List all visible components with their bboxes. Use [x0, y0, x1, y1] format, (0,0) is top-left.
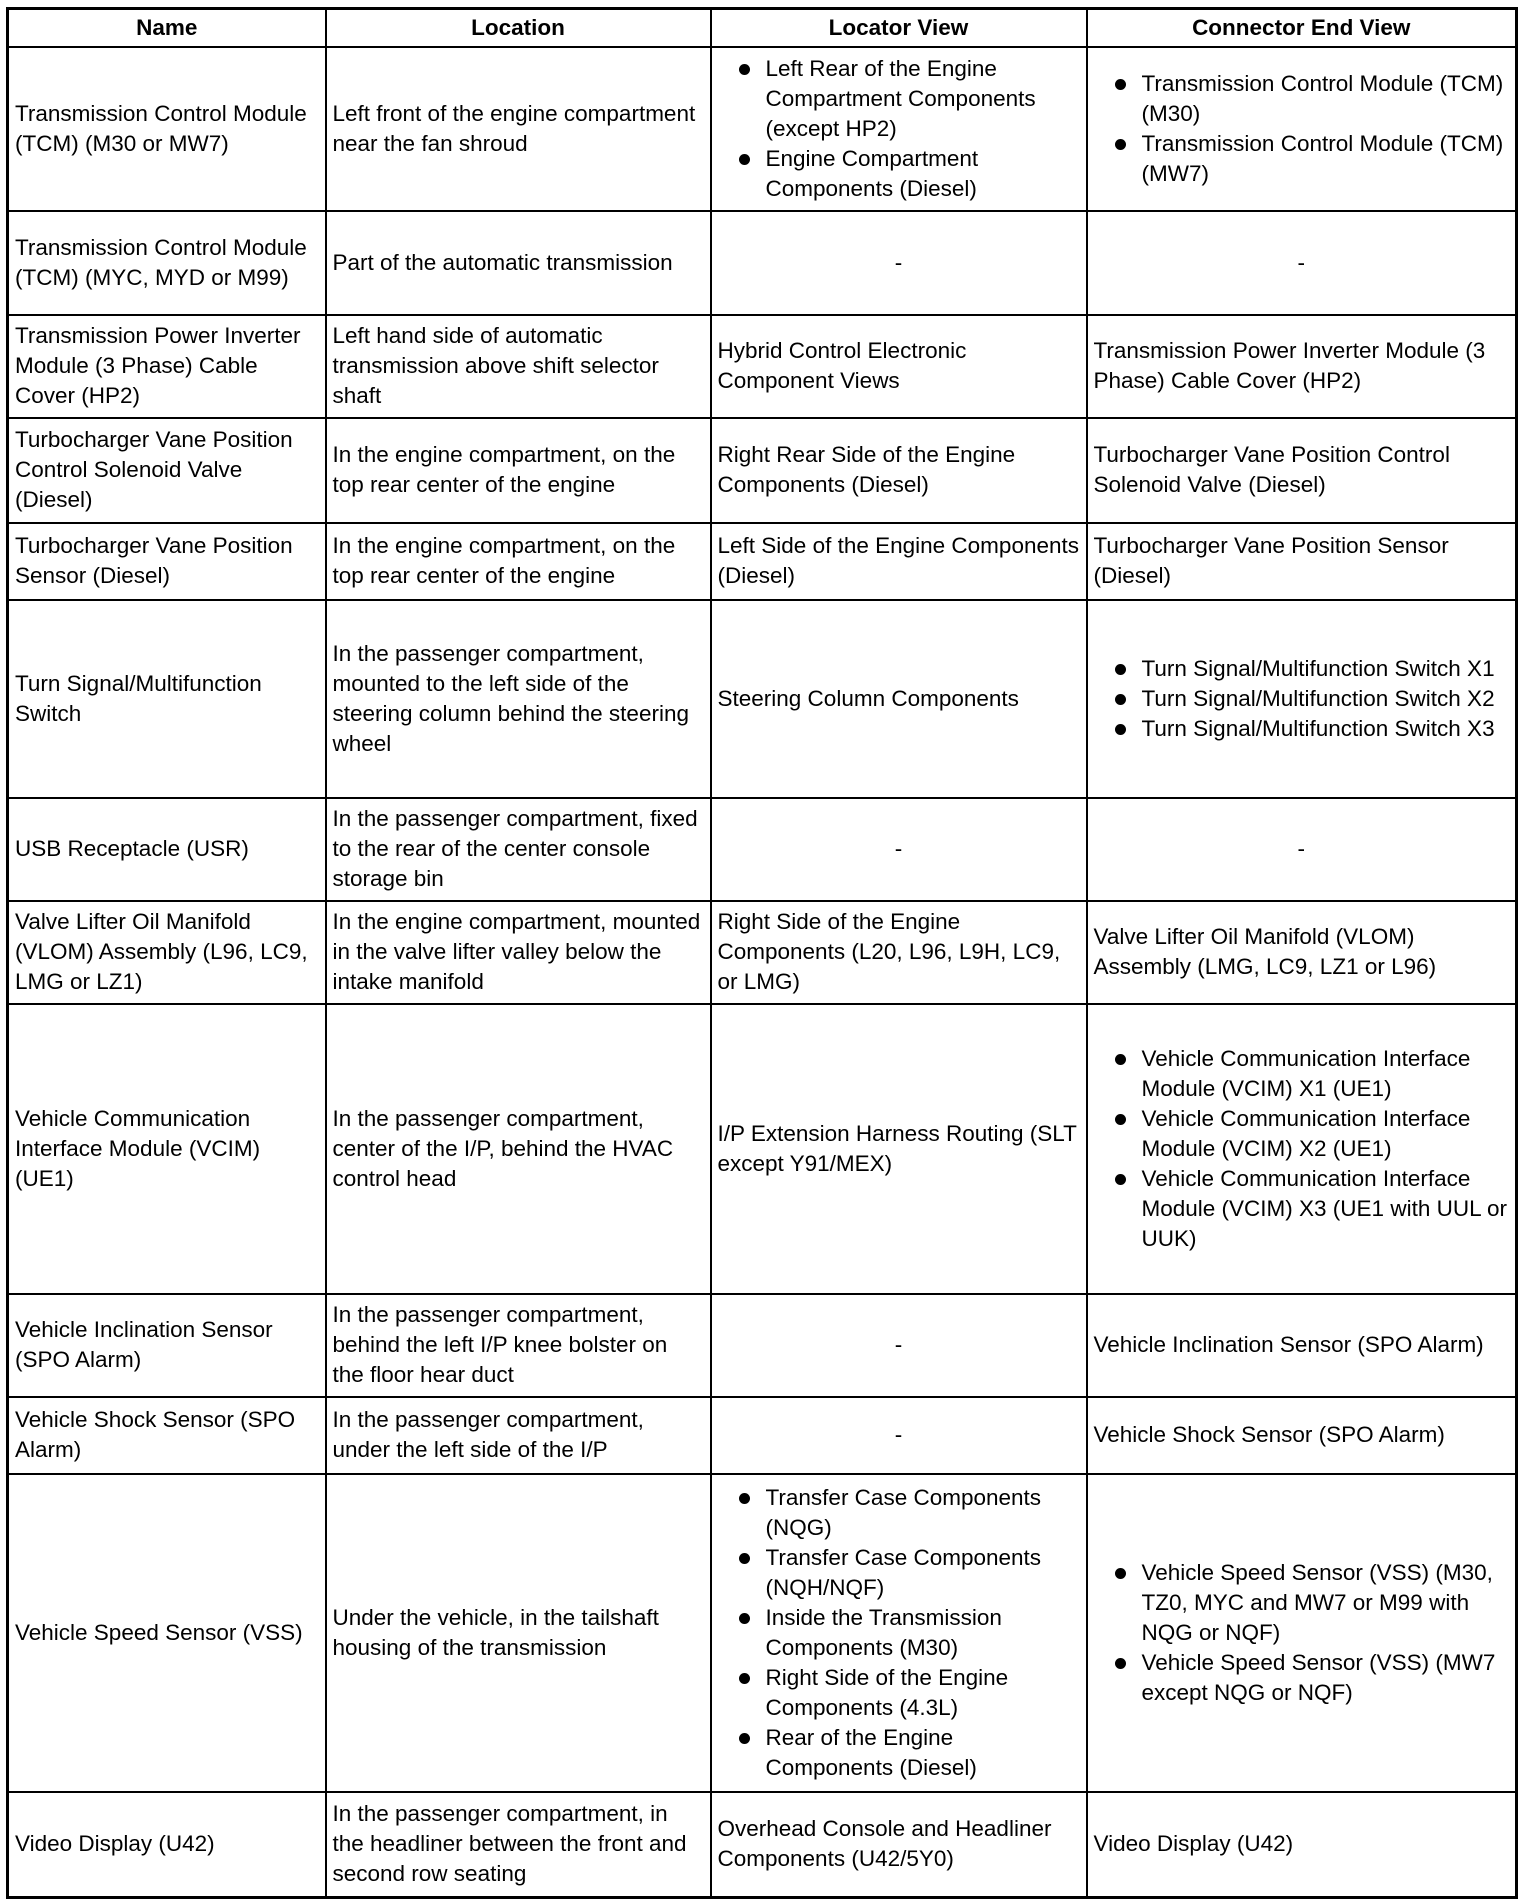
cell-location: In the engine compartment, mounted in the valve lifter valley below the intake manifold: [326, 901, 711, 1004]
cell-name: Turbocharger Vane Position Control Solenoid Valve (Diesel): [8, 418, 326, 523]
cell-locator-view: Hybrid Control Electronic Component Views: [711, 315, 1087, 418]
table-row: [8, 523, 1517, 600]
header-name: Name: [8, 9, 326, 47]
table-row: [8, 798, 1517, 901]
list-item: Inside the Transmission Components (M30): [718, 1603, 1080, 1663]
cell-name: Vehicle Speed Sensor (VSS): [8, 1474, 326, 1792]
cell-locator-view: I/P Extension Harness Routing (SLT except Y91/MEX): [711, 1004, 1087, 1294]
list-item: Transfer Case Components (NQG): [718, 1483, 1080, 1543]
table-row: [8, 1294, 1517, 1397]
table-row: [8, 418, 1517, 523]
list-item: Right Side of the Engine Components (4.3L): [718, 1663, 1080, 1723]
list-item: Transmission Control Module (TCM) (MW7): [1094, 129, 1510, 189]
cell-name: Valve Lifter Oil Manifold (VLOM) Assembly (L96, LC9, LMG or LZ1): [8, 901, 326, 1004]
cell-location: In the passenger compartment, fixed to the rear of the center console storage bin: [326, 798, 711, 901]
cell-location: In the engine compartment, on the top rear center of the engine: [326, 523, 711, 600]
cell-connector-end-view: Turbocharger Vane Position Sensor (Diesel): [1087, 523, 1517, 600]
table-row: [8, 901, 1517, 1004]
table-row: [8, 47, 1517, 211]
cell-locator-view: -: [711, 211, 1087, 315]
cell-connector-end-view: Vehicle Inclination Sensor (SPO Alarm): [1087, 1294, 1517, 1397]
cell-location: In the passenger compartment, under the left side of the I/P: [326, 1397, 711, 1474]
cell-location: Part of the automatic transmission: [326, 211, 711, 315]
header-location: Location: [326, 9, 711, 47]
cell-location: In the passenger compartment, mounted to the left side of the steering column behind the steering wheel: [326, 600, 711, 798]
cell-location: Under the vehicle, in the tailshaft housing of the transmission: [326, 1474, 711, 1792]
list-item: Vehicle Speed Sensor (VSS) (M30, TZ0, MYC and MW7 or M99 with NQG or NQF): [1094, 1558, 1510, 1648]
cell-connector-end-view: [1087, 1004, 1517, 1294]
cell-name: Transmission Power Inverter Module (3 Phase) Cable Cover (HP2): [8, 315, 326, 418]
cell-location: In the engine compartment, on the top rear center of the engine: [326, 418, 711, 523]
cell-locator-view: -: [711, 798, 1087, 901]
cell-locator-view: -: [711, 1397, 1087, 1474]
header-row: [8, 9, 1517, 47]
header-connector-end-view: Connector End View: [1087, 9, 1517, 47]
cell-locator-view: Overhead Console and Headliner Components (U42/5Y0): [711, 1792, 1087, 1898]
cell-locator-view: -: [711, 1294, 1087, 1397]
cell-connector-end-view: Transmission Power Inverter Module (3 Phase) Cable Cover (HP2): [1087, 315, 1517, 418]
cell-location: In the passenger compartment, behind the left I/P knee bolster on the floor hear duct: [326, 1294, 711, 1397]
cell-location: In the passenger compartment, center of the I/P, behind the HVAC control head: [326, 1004, 711, 1294]
component-locator-table: [6, 7, 1518, 1899]
list-item: Transmission Control Module (TCM) (M30): [1094, 69, 1510, 129]
list-item: Left Rear of the Engine Compartment Components (except HP2): [718, 54, 1080, 144]
table-row: [8, 315, 1517, 418]
cell-name: USB Receptacle (USR): [8, 798, 326, 901]
cell-locator-view: Left Side of the Engine Components (Diesel): [711, 523, 1087, 600]
table-row: [8, 211, 1517, 315]
list-item: Turn Signal/Multifunction Switch X1: [1094, 654, 1510, 684]
cell-locator-view: [711, 47, 1087, 211]
cell-name: Transmission Control Module (TCM) (M30 or MW7): [8, 47, 326, 211]
cell-name: Vehicle Inclination Sensor (SPO Alarm): [8, 1294, 326, 1397]
cell-name: Transmission Control Module (TCM) (MYC, MYD or M99): [8, 211, 326, 315]
table-row: [8, 1792, 1517, 1898]
list-item: Vehicle Speed Sensor (VSS) (MW7 except NQG or NQF): [1094, 1648, 1510, 1708]
table-row: [8, 1474, 1517, 1792]
table-row: [8, 600, 1517, 798]
cell-name: Vehicle Shock Sensor (SPO Alarm): [8, 1397, 326, 1474]
cell-connector-end-view: Video Display (U42): [1087, 1792, 1517, 1898]
list-item: Vehicle Communication Interface Module (VCIM) X3 (UE1 with UUL or UUK): [1094, 1164, 1510, 1254]
cell-locator-view: Right Rear Side of the Engine Components (Diesel): [711, 418, 1087, 523]
cell-name: Video Display (U42): [8, 1792, 326, 1898]
cell-connector-end-view: [1087, 1474, 1517, 1792]
table-row: [8, 1397, 1517, 1474]
cell-location: In the passenger compartment, in the headliner between the front and second row seating: [326, 1792, 711, 1898]
cell-connector-end-view: -: [1087, 798, 1517, 901]
list-item: Rear of the Engine Components (Diesel): [718, 1723, 1080, 1783]
list-item: Engine Compartment Components (Diesel): [718, 144, 1080, 204]
list-item: Vehicle Communication Interface Module (VCIM) X1 (UE1): [1094, 1044, 1510, 1104]
cell-name: Turn Signal/Multifunction Switch: [8, 600, 326, 798]
cell-connector-end-view: [1087, 47, 1517, 211]
table-row: [8, 1004, 1517, 1294]
list-item: Transfer Case Components (NQH/NQF): [718, 1543, 1080, 1603]
cell-locator-view: [711, 1474, 1087, 1792]
cell-connector-end-view: Turbocharger Vane Position Control Solenoid Valve (Diesel): [1087, 418, 1517, 523]
list-item: Turn Signal/Multifunction Switch X3: [1094, 714, 1510, 744]
list-item: Turn Signal/Multifunction Switch X2: [1094, 684, 1510, 714]
cell-location: Left hand side of automatic transmission above shift selector shaft: [326, 315, 711, 418]
cell-connector-end-view: Vehicle Shock Sensor (SPO Alarm): [1087, 1397, 1517, 1474]
cell-connector-end-view: Valve Lifter Oil Manifold (VLOM) Assembly (LMG, LC9, LZ1 or L96): [1087, 901, 1517, 1004]
cell-locator-view: Right Side of the Engine Components (L20, L96, L9H, LC9, or LMG): [711, 901, 1087, 1004]
cell-locator-view: Steering Column Components: [711, 600, 1087, 798]
cell-name: Turbocharger Vane Position Sensor (Diesel): [8, 523, 326, 600]
list-item: Vehicle Communication Interface Module (VCIM) X2 (UE1): [1094, 1104, 1510, 1164]
cell-connector-end-view: [1087, 600, 1517, 798]
cell-connector-end-view: -: [1087, 211, 1517, 315]
cell-location: Left front of the engine compartment near the fan shroud: [326, 47, 711, 211]
header-locator-view: Locator View: [711, 9, 1087, 47]
cell-name: Vehicle Communication Interface Module (VCIM) (UE1): [8, 1004, 326, 1294]
